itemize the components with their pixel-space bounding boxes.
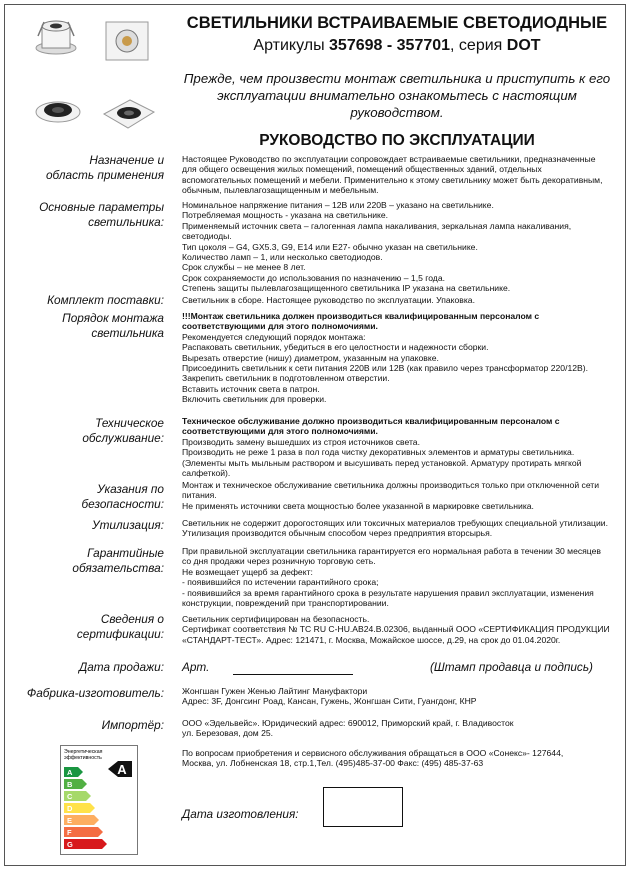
manufacture-date-label: Дата изготовления:: [182, 807, 299, 821]
maintenance-line: Производить замену вышедших из строя источников света.: [182, 436, 420, 447]
warranty-line: - появившийся за время гарантийного срока в результате нарушения правил эксплуатации, изменения конструкции, повреждений при транспортировании.: [182, 587, 594, 609]
warranty-text: [182, 546, 610, 608]
factory-line: Адрес: 3F, Донгсинг Роад, Кансан, Гужень, Жонгшан Сити, Гуангдонг, КНР: [182, 696, 477, 707]
params-line: Номинальное напряжение питания – 12В или 220В – указано на светильнике.: [182, 200, 494, 210]
params-label: Основные параметры светильника:: [39, 200, 164, 229]
params-line: Срок сохраняемости до использования по назначению – 1,5 года.: [182, 272, 445, 283]
mounting-warning: !!!Монтаж светильника должен производиться квалифицированным персоналом с соответствующими для этого полномочиями.: [182, 311, 540, 332]
energy-label: [60, 745, 138, 855]
params-line: Применяемый источник света – галогенная лампа накаливания, зеркальная лампа накаливания, светодиоды.: [182, 220, 572, 242]
importer-text: [182, 718, 522, 739]
params-text: [182, 200, 610, 294]
service-paragraph: По вопросам приобретения и сервисного обслуживания обращаться в ООО «Сонекс»- 127644, Москва, ул. Лобненская 18, стр.1,Тел. (495)485-37-00 Факс: (495) 485-37-63: [182, 748, 564, 769]
maintenance-line: Производить не реже 1 раза в пол года чистку декоративных элементов и арматуры светильника. (Элементы мыть мыльным раствором и высушивать перед установкой. Арматуру протирать мягкой салфеткой).: [182, 447, 582, 479]
importer-label: Импортёр:: [101, 718, 164, 732]
warranty-label: Гарантийные обязательства:: [72, 546, 164, 575]
mounting-line: Распаковать светильник, убедиться в его целостности и надежности сборки.: [182, 342, 489, 353]
energy-class-label: E: [67, 816, 73, 825]
factory-label: Фабрика-изготовитель:: [26, 686, 164, 700]
purpose-paragraph: Настоящее Руководство по эксплуатации сопровождает встраиваемые светильники, предназначенные для общего освещения жилых помещений, помещений общественных зданий, отдельных вспомогательных помещений и мебели. Применительно к этому светильнику может быть декоративным, обычным, пылевлагозащищенным и мебельным.: [182, 154, 603, 196]
purpose-label: Назначение и область применения: [45, 153, 164, 182]
kit-label: Комплект поставки:: [47, 293, 164, 307]
square-black-spotlight-image: [104, 100, 154, 128]
params-line: Количество ламп – 1, или несколько светодиодов.: [182, 252, 383, 263]
factory-line: Жонгшан Гужен Женью Лайтинг Мануфактори: [182, 686, 368, 696]
document-title: СВЕТИЛЬНИКИ ВСТРАИВАЕМЫЕ СВЕТОДИОДНЫЕ: [186, 14, 608, 32]
safety-label: Указания по безопасности:: [81, 482, 164, 511]
params-line: Степень защиты пылевлагозащищенного светильника IP указана на светильнике.: [182, 283, 511, 294]
energy-label-graphic: [60, 745, 138, 855]
mounting-line: Закрепить светильник в подготовленном отверстии.: [182, 373, 390, 384]
guide-title: РУКОВОДСТВО ПО ЭКСПЛУАТАЦИИ: [259, 132, 535, 149]
factory-text: [182, 686, 610, 707]
product-photos-image: [34, 14, 156, 144]
warning-note: Прежде, чем произвести монтаж светильника и приступить к его эксплуатации внимательно ознакомьтесь с настоящим руководством.: [183, 71, 611, 120]
mounting-line: Вставить источник света в патрон.: [182, 383, 320, 394]
cert-line: Светильник сертифицирован на безопасность.: [182, 614, 370, 624]
manufacture-date-box: [323, 787, 403, 827]
cert-line: Сертификат соответствия № TC RU C-HU.AB24.B.02306, выданный ООО «СЕРТИФИКАЦИЯ ПРОДУКЦИИ «СТАНДАРТ-ТЕСТ». Адрес: 121471, г. Москва, Можайское шоссе, д.29, на срок до 01.04.2020г.: [182, 624, 610, 645]
params-line: Потребляемая мощность - указана на светильнике.: [182, 210, 389, 221]
importer-paragraph: ООО «Эдельвейс». Юридический адрес: 690012, Приморский край, г. Владивосток ул. Березовая, дом 25.: [182, 718, 514, 739]
round-spotlight-image: [36, 21, 76, 54]
warranty-line: При правильной эксплуатации светильника гарантируется его нормальная работа в течении 30 месяцев со дня продажи через розничную торговую сеть.: [182, 546, 601, 567]
maintenance-warning: Техническое обслуживание должно производиться квалифицированным персоналом с соответствующими для этого полномочиями.: [182, 416, 560, 437]
energy-class-label: B: [67, 780, 73, 789]
series-label: , серия: [450, 37, 503, 54]
articles-label: Артикулы: [253, 37, 325, 54]
disposal-label: Утилизация:: [92, 518, 164, 532]
purpose-text: [182, 154, 610, 196]
cert-text: [182, 614, 610, 645]
kit-paragraph: Светильник в сборе. Настоящее руководство по эксплуатации. Упаковка.: [182, 295, 475, 305]
series-name: DOT: [506, 37, 541, 54]
round-black-spotlight-image: [36, 102, 80, 122]
mounting-label: Порядок монтажа светильника: [62, 311, 164, 340]
energy-class-label: F: [67, 828, 72, 837]
mounting-line: Вырезать отверстие (нишу) диаметром, указанным на упаковке.: [182, 352, 439, 363]
disposal-paragraph: Светильник не содержит дорогостоящих или токсичных материалов требующих специальной утилизации. Утилизация производится обычным способом через предприятия вторсырья.: [182, 518, 608, 539]
energy-class-label: G: [67, 840, 73, 849]
safety-line: Не применять источники света мощностью более указанной в маркировке светильника.: [182, 500, 534, 511]
energy-class-label: C: [67, 792, 73, 801]
cert-label: Сведения о сертификации:: [76, 612, 164, 641]
warranty-line: - появившийся по истечении гарантийного срока;: [182, 577, 379, 588]
params-line: Тип цоколя – G4, GX5.3, G9, E14 или E27- обычно указан на светильнике.: [182, 241, 478, 252]
art-line: [233, 674, 353, 675]
maintenance-label: Техническое обслуживание:: [82, 416, 164, 445]
square-spotlight-image: [106, 22, 148, 60]
art-label: Арт.: [182, 660, 210, 674]
mounting-line: Включить светильник для проверки.: [182, 394, 327, 405]
energy-title-2: эффективность: [64, 755, 102, 761]
sale-date-label: Дата продажи:: [78, 660, 164, 674]
kit-text: [182, 295, 610, 305]
product-photos: [34, 14, 156, 144]
articles-line: [172, 37, 622, 55]
maintenance-text: [182, 416, 610, 478]
params-line: Срок службы – не менее 8 лет.: [182, 262, 306, 273]
safety-line: Монтаж и техническое обслуживание светильника должны производиться только при отключенной сети питания.: [182, 480, 600, 501]
energy-class-label: A: [67, 768, 73, 777]
energy-class-label: D: [67, 804, 73, 813]
energy-title-1: Энергетическая: [64, 749, 103, 755]
mounting-line: Присоединить светильник к сети питания 220В или 12В (как правило через трансформатор 220/12В).: [182, 363, 588, 374]
mounting-text: [182, 311, 610, 405]
mounting-line: Рекомендуется следующий порядок монтажа:: [182, 331, 366, 342]
articles-range: 357698 - 357701: [329, 37, 451, 54]
service-text: [182, 748, 582, 769]
disposal-text: [182, 518, 610, 539]
warranty-line: Не возмещает ущерб за дефект:: [182, 566, 313, 577]
safety-text: [182, 480, 610, 511]
stamp-label: (Штамп продавца и подпись): [430, 660, 593, 674]
energy-rating: A: [117, 762, 127, 777]
